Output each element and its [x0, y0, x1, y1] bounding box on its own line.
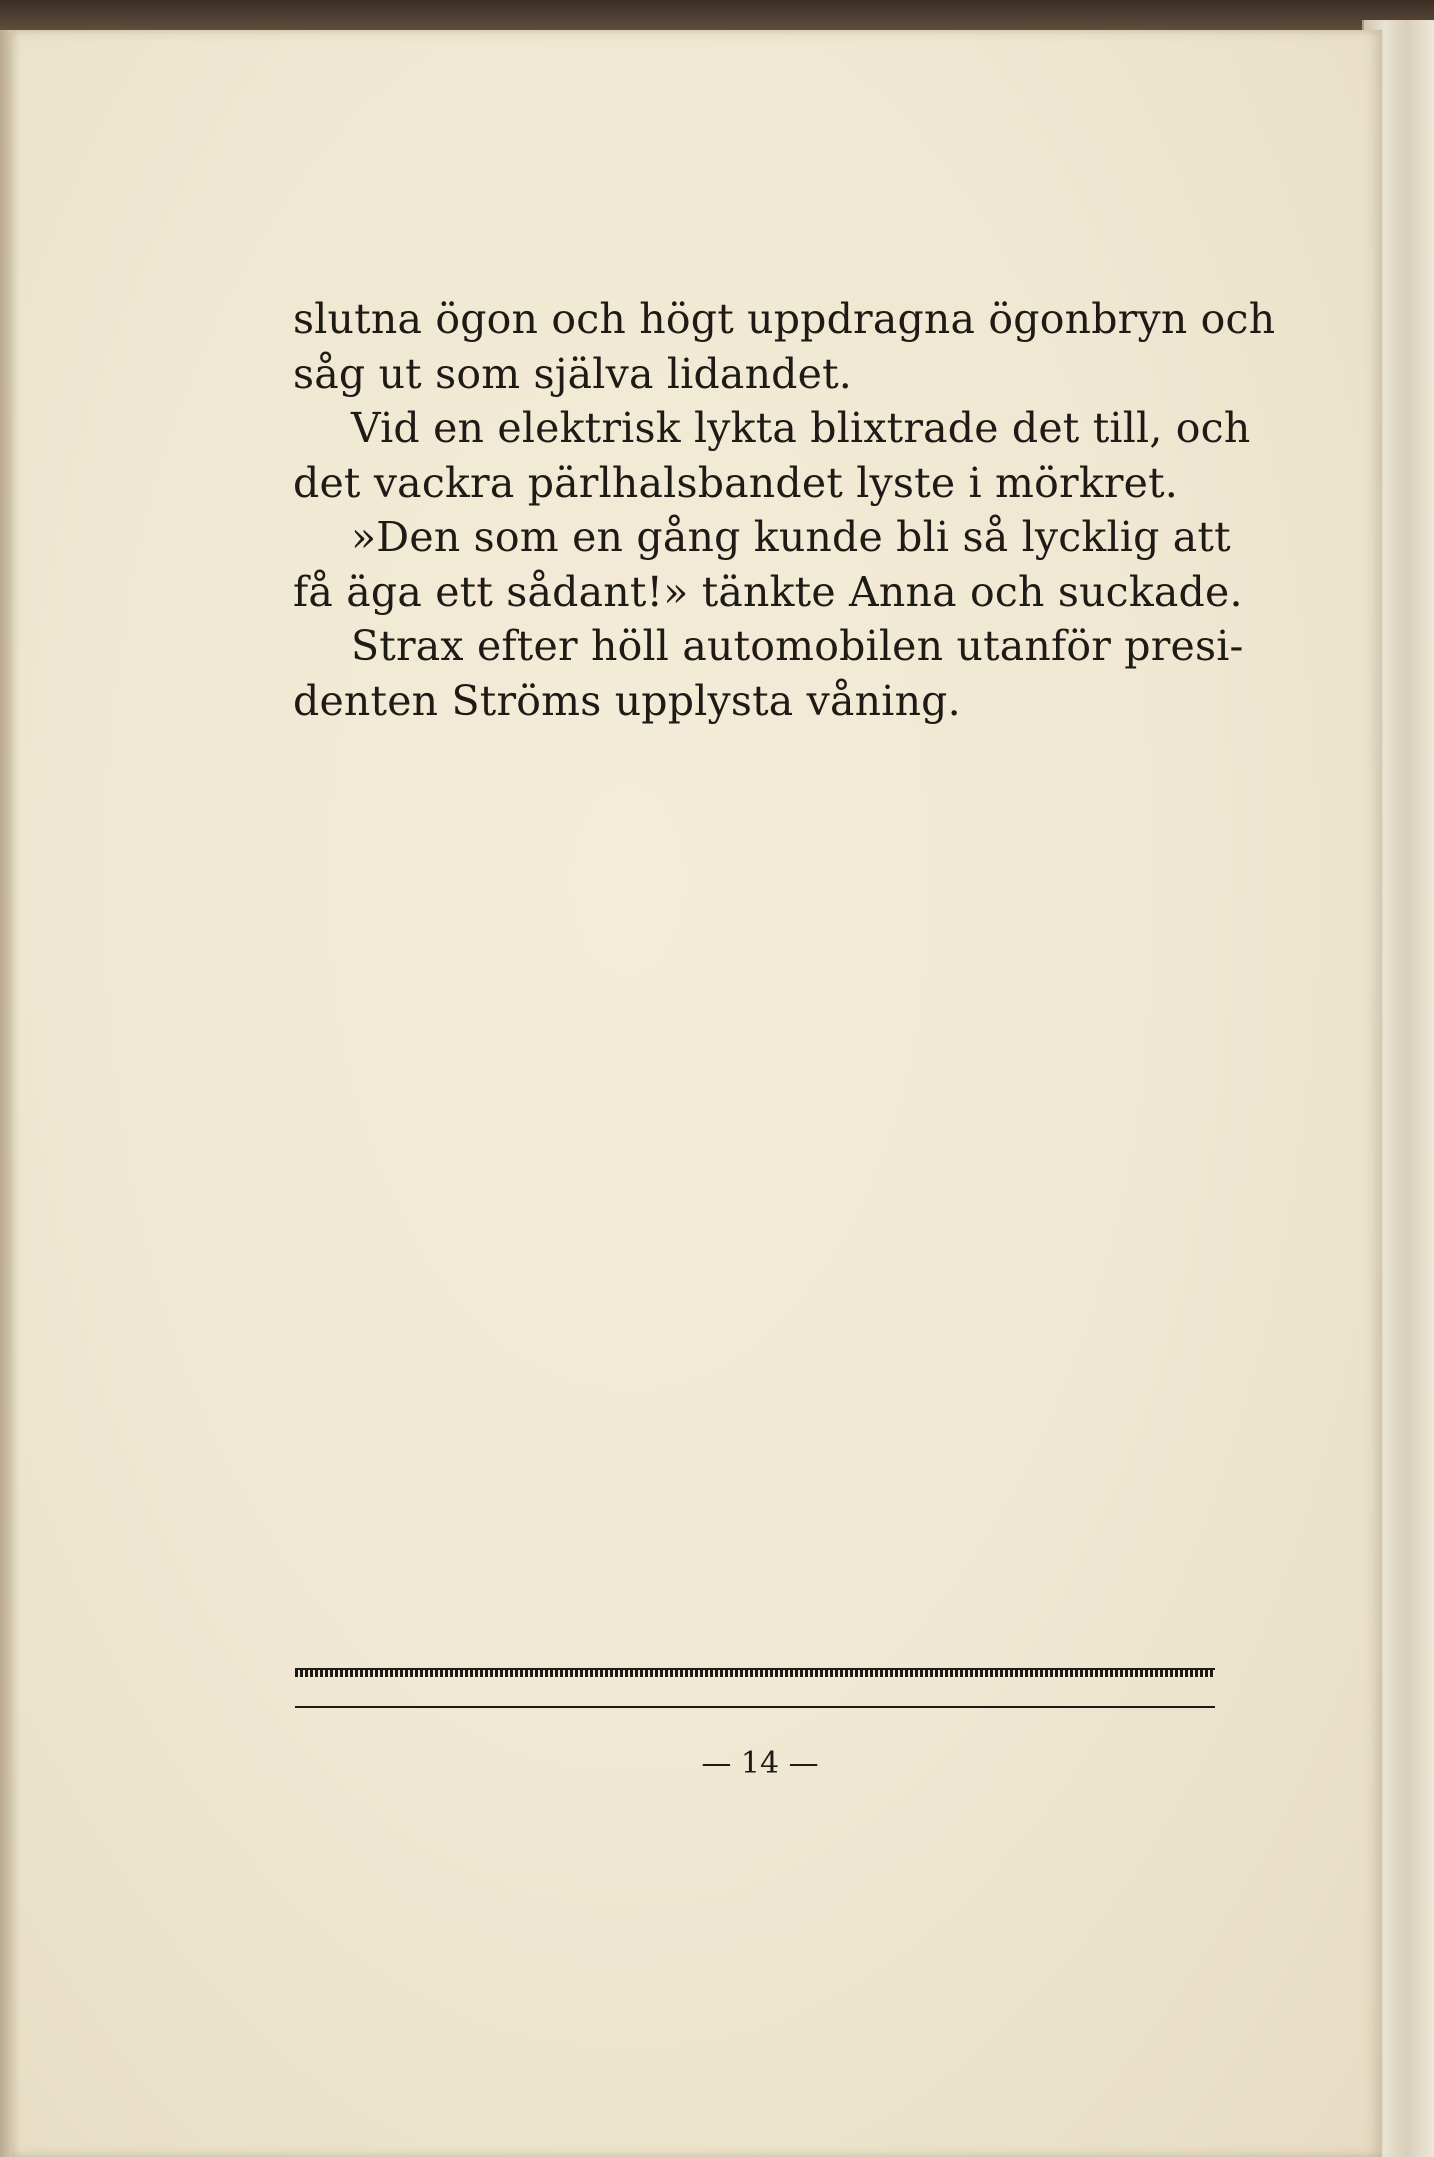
decorative-rule-thin — [295, 1706, 1215, 1708]
body-text — [293, 292, 1276, 728]
text-line: Vid en elektrisk lykta blixtrade det till, och — [351, 404, 1251, 452]
text-line: »Den som en gång kunde bli så lycklig att — [351, 513, 1231, 561]
text-line: slutna ögon och högt uppdragna ögonbryn och — [293, 295, 1276, 343]
text-line: det vackra pärlhalsbandet lyste i mörkret. — [293, 458, 1179, 507]
page-number: — 14 — — [701, 1746, 819, 1781]
decorative-rule-thick — [295, 1668, 1215, 1677]
text-line: denten Ströms upplysta våning. — [293, 676, 961, 725]
text-line: få äga ett sådant!» tänkte Anna och suckade. — [293, 567, 1243, 616]
text-line: Strax efter höll automobilen utanför presi- — [351, 622, 1244, 670]
text-line: såg ut som själva lidandet. — [293, 349, 852, 398]
